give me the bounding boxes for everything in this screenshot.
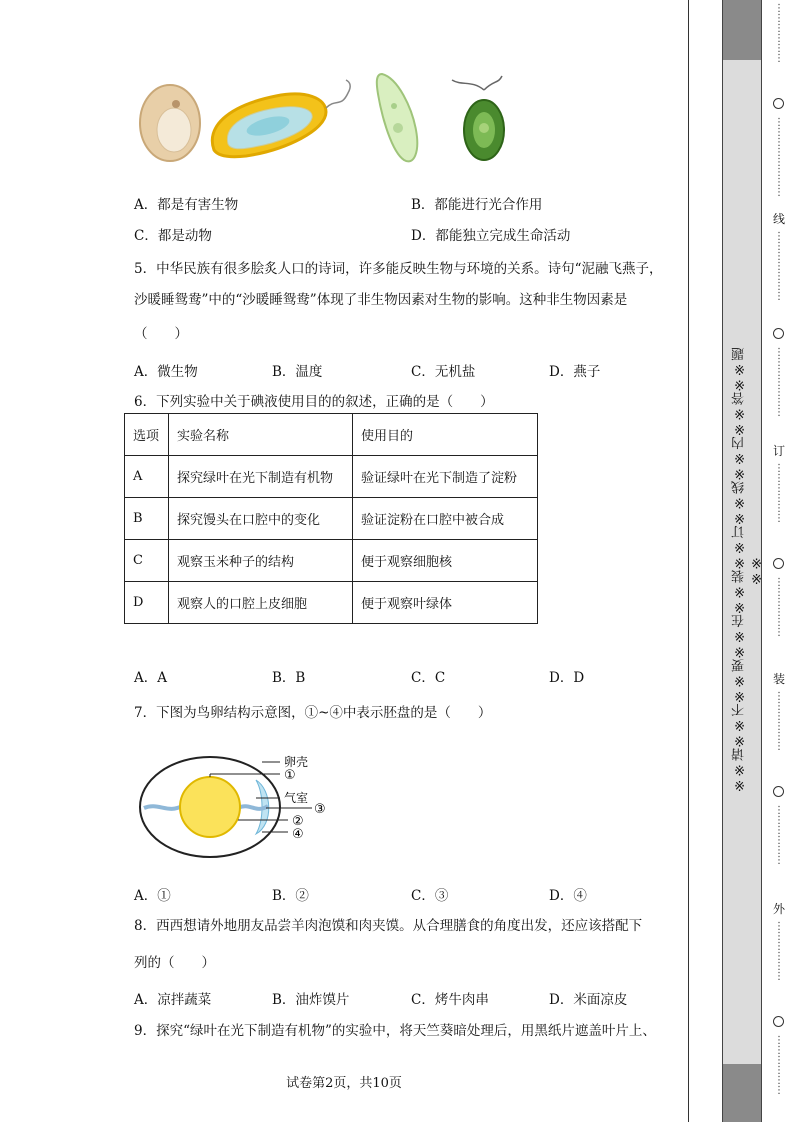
- table-cell: 探究馒头在口腔中的变化: [169, 498, 353, 540]
- cut-dots: ⋮ ⋮ ⋮ ⋮ ⋮ ⋮: [774, 805, 784, 866]
- yolk: [180, 777, 240, 837]
- bird-egg-svg: [138, 750, 338, 862]
- cut-dots: ⋮ ⋮ ⋮ ⋮ ⋮ ⋮: [774, 463, 784, 524]
- q5-stem-line3: （ ）: [134, 326, 188, 342]
- binding-strip-bottom: [722, 1064, 762, 1122]
- q8-option-a: A．凉拌蔬菜: [134, 992, 212, 1008]
- q8-stem-line2: 列的（ ）: [134, 955, 215, 971]
- table-header: 使用目的: [353, 414, 538, 456]
- table-cell: 便于观察叶绿体: [353, 582, 538, 624]
- table-cell: B: [125, 498, 169, 540]
- chalaza-left: [144, 806, 182, 809]
- cut-circle-icon: [773, 1016, 784, 1027]
- binding-strip-top: [722, 0, 762, 60]
- yeast-cell-image: [140, 85, 200, 161]
- q5-option-b: B．温度: [272, 364, 323, 380]
- q5-option-d: D．燕子: [549, 364, 601, 380]
- table-row: [125, 456, 538, 498]
- q6-option-a: A．A: [134, 670, 167, 686]
- label-3: ③: [314, 802, 326, 817]
- q6-option-c: C．C: [411, 670, 446, 686]
- cut-dots: ⋮ ⋮ ⋮ ⋮ ⋮ ⋮: [774, 921, 784, 982]
- q6-option-d: D．D: [549, 670, 585, 686]
- table-cell: C: [125, 540, 169, 582]
- q8-option-d: D．米面凉皮: [549, 992, 628, 1008]
- q8-stem-line1: 8．西西想请外地朋友品尝羊肉泡馍和肉夹馍。从合理膳食的角度出发，还应该搭配下: [134, 918, 643, 934]
- page-footer: 试卷第2页，共10页: [286, 1076, 402, 1091]
- q7-option-b: B．②: [272, 888, 309, 904]
- binding-line: [688, 0, 689, 1122]
- q6-stem: 6．下列实验中关于碘液使用目的的叙述，正确的是（ ）: [134, 394, 494, 410]
- table-header-row: [125, 414, 538, 456]
- table-row: [125, 540, 538, 582]
- table-cell: 验证淀粉在口腔中被合成: [353, 498, 538, 540]
- table-cell: 便于观察细胞核: [353, 540, 538, 582]
- table-header: 实验名称: [169, 414, 353, 456]
- q6-option-b: B．B: [272, 670, 306, 686]
- chalaza-right: [238, 806, 268, 809]
- cut-circle-icon: [773, 558, 784, 569]
- table-row: [125, 582, 538, 624]
- q8-option-c: C．烤牛肉串: [411, 992, 489, 1008]
- table-cell: A: [125, 456, 169, 498]
- label-2: ②: [292, 814, 304, 829]
- q4-option-a: A．都是有害生物: [134, 197, 239, 213]
- q4-organism-images: [136, 68, 506, 168]
- organism-illustrations: [136, 68, 506, 168]
- table-row: [125, 498, 538, 540]
- q8-option-b: B．油炸馍片: [272, 992, 350, 1008]
- label-shell: 卵壳: [284, 755, 309, 769]
- cut-dots: ⋮ ⋮ ⋮ ⋮ ⋮ ⋮: [774, 691, 784, 752]
- q5-stem-line1: 5．中华民族有很多脍炙人口的诗词，许多能反映生物与环境的关系。诗句“泥融飞燕子，: [134, 261, 663, 277]
- cut-circle-icon: [773, 98, 784, 109]
- cut-dots: ⋮ ⋮ ⋮ ⋮ ⋮ ⋮ ⋮ ⋮: [774, 117, 784, 198]
- protist-image: [377, 74, 417, 161]
- binding-mark-wai: 外: [772, 902, 785, 916]
- table-header: 选项: [125, 414, 169, 456]
- cut-circle-icon: [773, 328, 784, 339]
- table-cell: 验证绿叶在光下制造了淀粉: [353, 456, 538, 498]
- q7-stem: 7．下图为鸟卵结构示意图，①~④中表示胚盘的是（ ）: [134, 705, 492, 721]
- label-air: 气室: [284, 791, 309, 805]
- table-cell: 观察人的口腔上皮细胞: [169, 582, 353, 624]
- q5-stem-line2: 沙暖睡鸳鸯”中的“沙暖睡鸳鸯”体现了非生物因素对生物的影响。这种非生物因素是: [134, 292, 628, 308]
- binding-mark-xian: 线: [772, 212, 785, 226]
- q7-option-c: C．③: [411, 888, 449, 904]
- label-4: ④: [292, 827, 304, 842]
- q5-option-a: A．微生物: [134, 364, 198, 380]
- q5-option-c: C．无机盐: [411, 364, 476, 380]
- cut-dots: ⋮ ⋮ ⋮ ⋮ ⋮ ⋮: [774, 3, 784, 64]
- chlamydomonas-image: [452, 76, 504, 160]
- bacterium-image: [212, 80, 350, 157]
- q7-option-a: A．①: [134, 888, 171, 904]
- table-cell: 探究绿叶在光下制造有机物: [169, 456, 353, 498]
- q7-option-d: D．④: [549, 888, 587, 904]
- cut-dots: ⋮ ⋮ ⋮ ⋮ ⋮ ⋮: [774, 1035, 784, 1096]
- q4-option-c: C．都是动物: [134, 228, 212, 244]
- cut-dots: ⋮ ⋮ ⋮ ⋮ ⋮ ⋮: [774, 577, 784, 638]
- cut-dots: ⋮ ⋮ ⋮ ⋮ ⋮ ⋮ ⋮: [774, 231, 784, 302]
- cut-circle-icon: [773, 786, 784, 797]
- bird-egg-diagram: [138, 750, 338, 862]
- binding-warning-text: ※※请※※不※※要※※在※※装※※订※※线※※内※※答※※题※※: [732, 347, 764, 793]
- binding-mark-zhuang: 装: [772, 672, 785, 686]
- table-cell: D: [125, 582, 169, 624]
- cut-dots: ⋮ ⋮ ⋮ ⋮ ⋮ ⋮ ⋮: [774, 347, 784, 418]
- q4-option-b: B．都能进行光合作用: [411, 197, 543, 213]
- q9-stem-line1: 9．探究“绿叶在光下制造有机物”的实验中，将天竺葵暗处理后，用黑纸片遮盖叶片上、: [134, 1023, 656, 1039]
- q4-option-d: D．都能独立完成生命活动: [411, 228, 571, 244]
- table-cell: 观察玉米种子的结构: [169, 540, 353, 582]
- binding-mark-ding: 订: [772, 444, 785, 458]
- q6-experiment-table: [124, 413, 538, 624]
- label-1: ①: [284, 768, 296, 783]
